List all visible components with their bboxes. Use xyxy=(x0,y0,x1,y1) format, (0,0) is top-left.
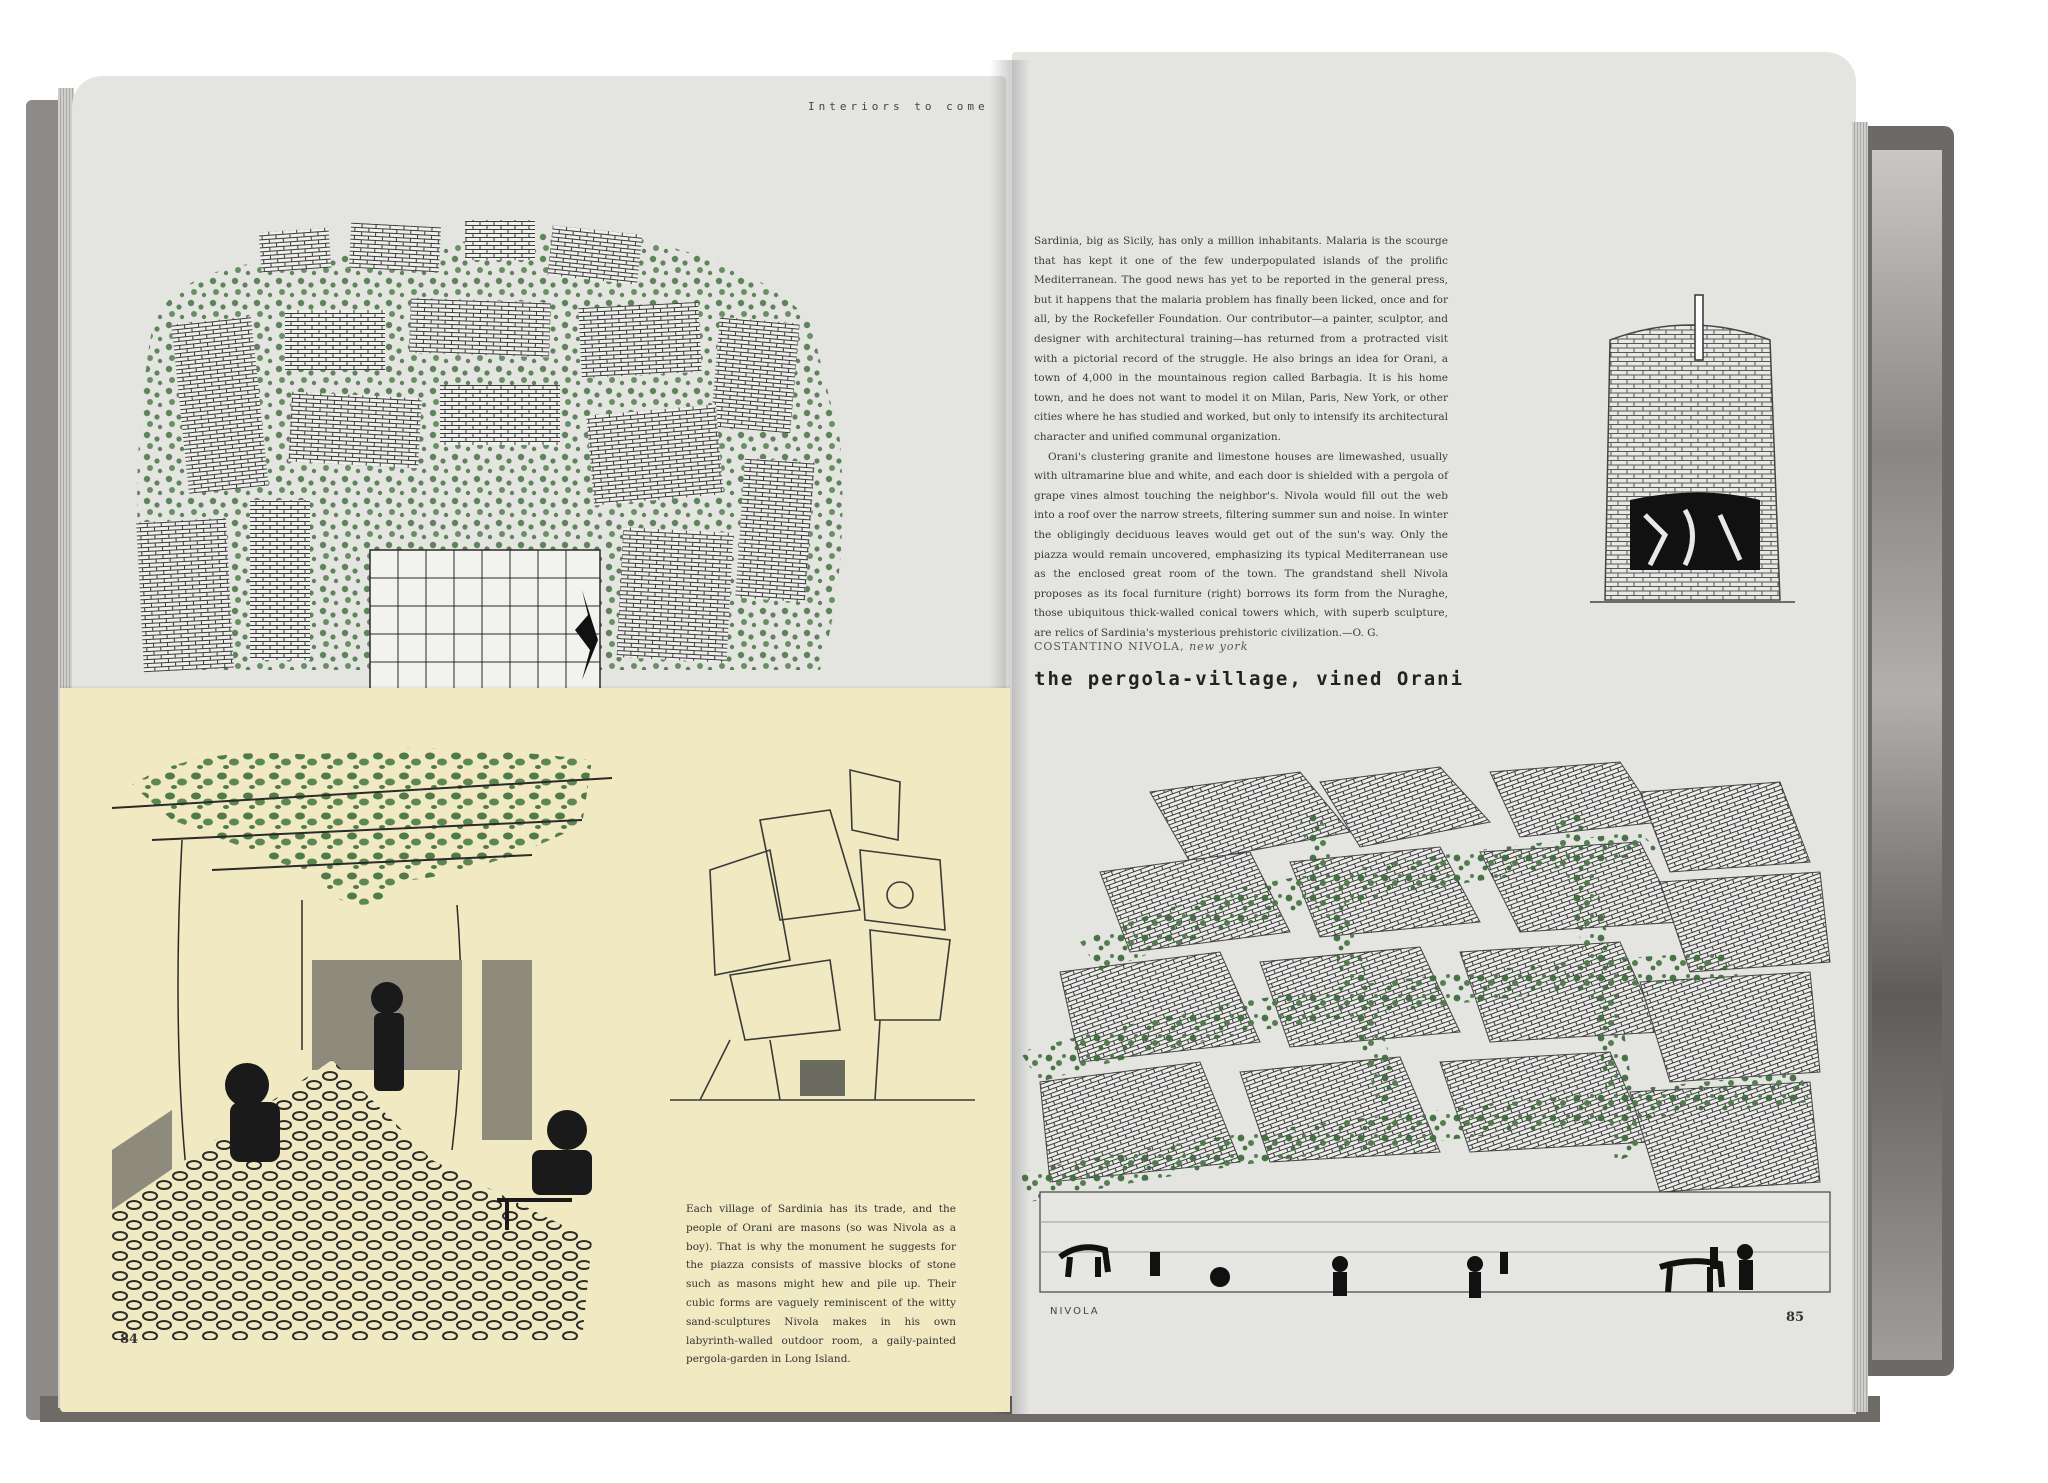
byline xyxy=(1034,640,1248,653)
insert-caption: Each village of Sardinia has its trade, and the people of Orani are masons (so was Nivola as a boy). That is why the monument he suggests for the piazza consists of massive blocks of stone such as masons might hew and pile up. Their cubic forms are vaguely reminiscent of the witty sand-sculptures Nivola makes in his own labyrinth-walled outdoor room, a gaily-painted pergola-garden in Long Island. xyxy=(686,1203,956,1366)
stone-monument-sketch xyxy=(660,760,980,1120)
artist-signature: NIVOLA xyxy=(1050,1306,1100,1317)
stone-stack xyxy=(800,1060,845,1096)
article-body xyxy=(1034,232,1448,643)
article-paragraph-1: Sardinia, big as Sicily, has only a million inhabitants. Malaria is the scourge that has kept it one of the few underpopulated islands of the prolific Mediterranean. The good news has yet to be reported in the general press, but it happens that the malaria problem has finally been licked, once and for all, by the Rockefeller Foundation. Our contributor—a painter, sculptor, and designer with architectural training—has returned from a protracted visit with a pictorial record of the struggle. He also brings an idea for Orani, a town of 4,000 in the mountainous region called Barbagia. It is his home town, and he does not want to model it on Milan, Paris, New York, or other cities where he has studied and worked, but only to intensify its architectural character and unified communal organization. xyxy=(1034,235,1448,443)
pergola-scene-illustration xyxy=(112,730,622,1340)
vine-canopy xyxy=(112,749,612,905)
next-page-photo-strip xyxy=(1872,150,1942,1360)
byline-place: new york xyxy=(1189,640,1249,653)
page-number-right: 85 xyxy=(1786,1310,1805,1325)
monument-blocks xyxy=(700,770,950,1100)
running-head: Interiors to come xyxy=(808,100,989,113)
article-paragraph-2: Orani's clustering granite and limestone houses are limewashed, usually with ultramarine blue and white, and each door is shielded with a pergola of grape vines almost touching the neighbor's. Nivola would fill out the web into a roof over the narrow streets, filtering summer sun and noise. In winter the obligingly deciduous leaves would get out of the sun's way. Only the piazza would remain uncovered, emphasizing its typical Mediterranean use as the enclosed great room of the town. The grandstand shell Nivola proposes as its focal furniture (right) borrows its form from the Nuraghe, those ubiquitous thick-walled conical towers which, with superb sculpture, are relics of Sardinia's mysterious prehistoric civilization.—O. G. xyxy=(1034,450,1448,639)
page-number-left: 84 xyxy=(120,1332,139,1347)
aerial-pergola-village-illustration xyxy=(1020,752,1850,1320)
article-headline: the pergola-village, vined Orani xyxy=(1034,668,1465,690)
piazza-grid xyxy=(370,550,600,690)
orani-town-plan-illustration xyxy=(120,210,940,690)
byline-name: COSTANTINO NIVOLA, xyxy=(1034,640,1185,653)
tower-mast xyxy=(1695,295,1703,360)
nuraghe-grandstand-illustration xyxy=(1590,290,1800,610)
page-edges-right xyxy=(1852,122,1868,1412)
